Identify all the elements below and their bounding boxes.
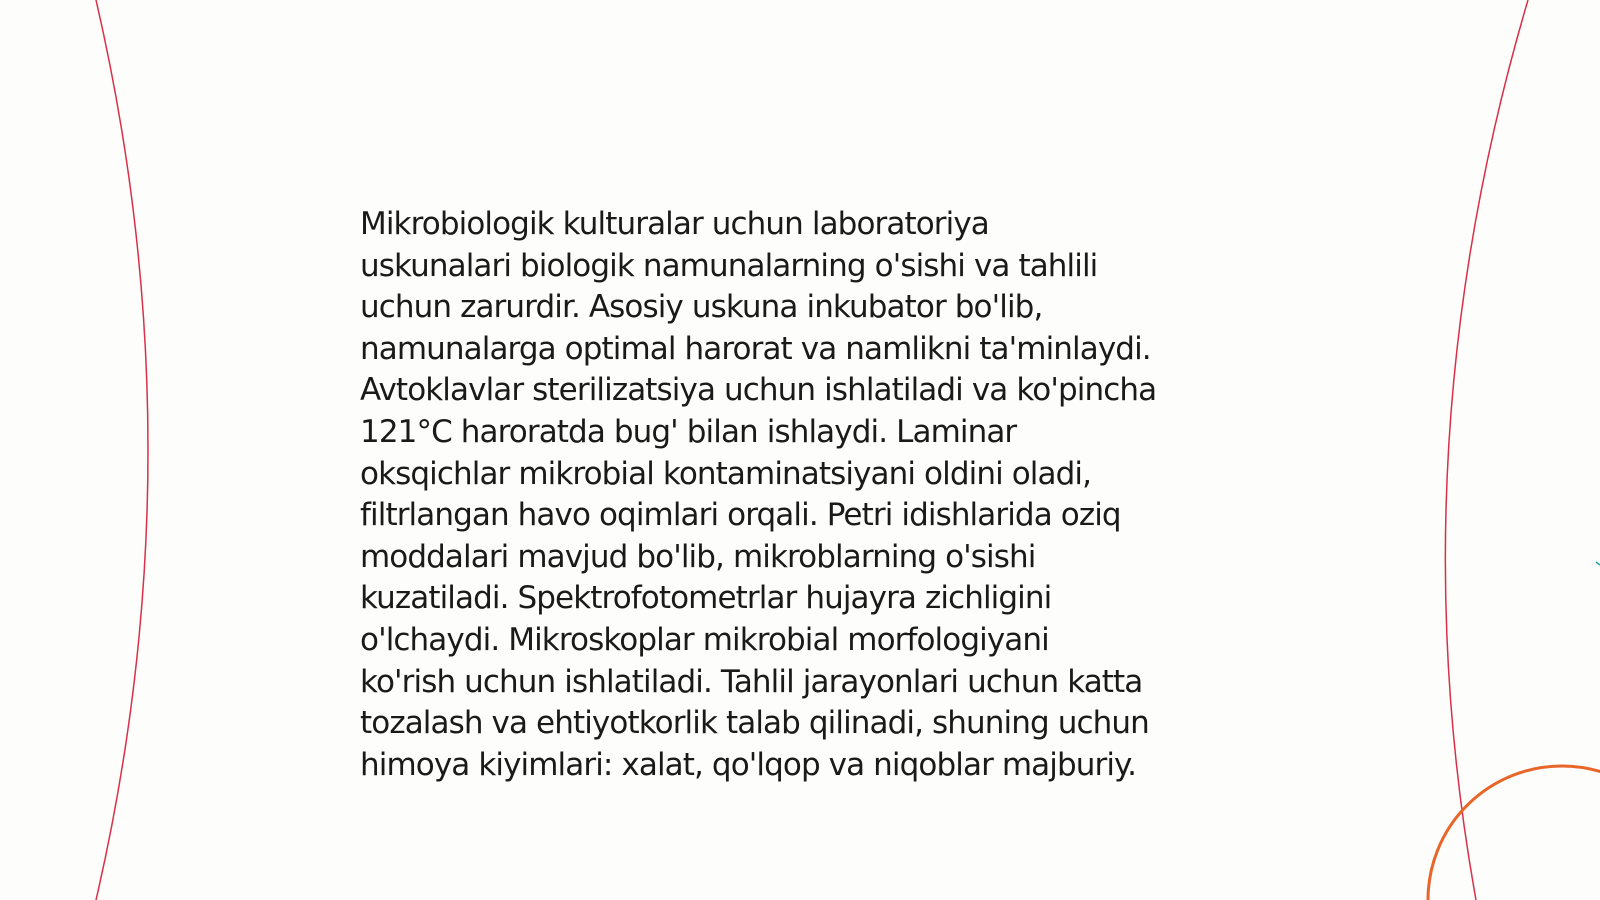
body-paragraph: Mikrobiologik kulturalar uchun laboratoriya uskunalari biologik namunalarning o'sishi va tahlili uchun zarurdir. Asosiy uskuna inkubator bo'lib, namunalarga optimal harorat va namlikni ta'minlaydi. Avtoklavlar sterilizatsiya uchun ishlatiladi va ko'pincha 121°C haroratda bug' bilan ishlaydi. Laminar oksqichlar mikrobial kontaminatsiyani oldini oladi, filtrlangan havo oqimlari orqali. Petri idishlarida oziq moddalari mavjud bo'lib, mikroblarning o'sishi kuzatiladi. Spektrofotometrlar hujayra zichligini o'lchaydi. Mikroskoplar mikrobial morfologiyani ko'rish uchun ishlatiladi. Tahlil jarayonlari uchun katta tozalash va ehtiyotkorlik talab qilinadi, shuning uchun himoya kiyimlari: xalat, qo'lqop va niqoblar majburiy.: [360, 206, 1157, 783]
orange-circle-arc: [1428, 766, 1600, 900]
right-arc: [1445, 0, 1528, 900]
teal-accent-mark: [1596, 562, 1600, 565]
left-arc: [96, 0, 148, 900]
